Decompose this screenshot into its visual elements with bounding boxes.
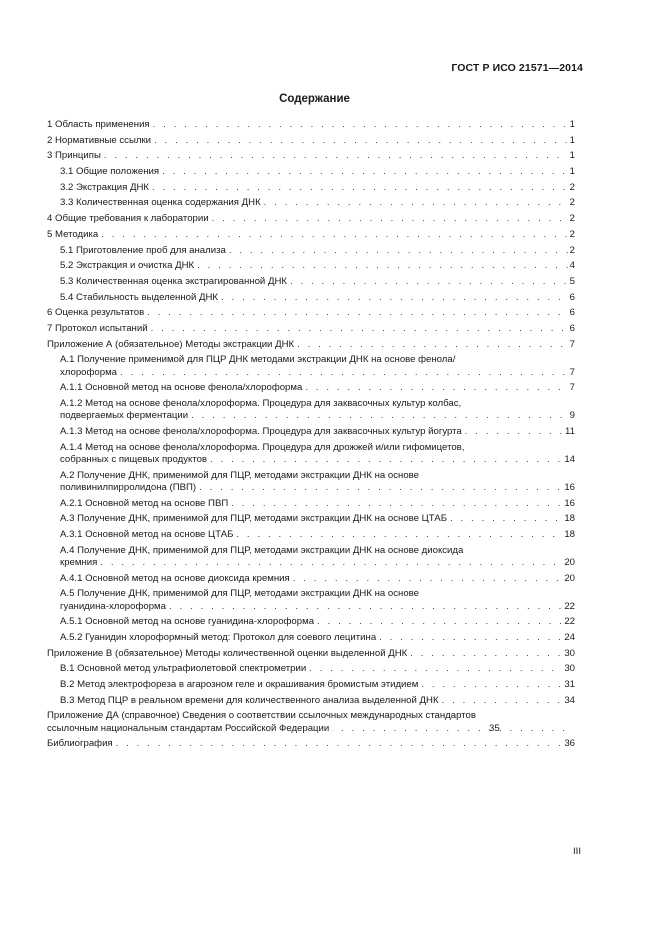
dot-leader — [290, 276, 568, 288]
toc-entry-text: 7 Протокол испытаний — [47, 322, 148, 334]
toc-page-number: 36 — [564, 738, 575, 750]
toc-entry[interactable]: Приложение ДА (справочное) Сведения о соответствии ссылочных международных стандартов ссылочным национальным стандартам Российской Федерации . . . 35 — [47, 710, 575, 735]
toc-page-number: 7 — [569, 366, 575, 378]
toc-page-number: 30 — [564, 663, 575, 675]
toc-page-number: 16 — [564, 481, 575, 493]
toc-entry-text: хлороформа — [60, 366, 118, 378]
toc-entry-text: В.2 Метод электрофореза в агарозном геле и окрашивания бромистым этидием — [60, 679, 419, 691]
toc-page-number: 11 — [565, 425, 575, 437]
toc-page-number: 1 — [569, 150, 575, 162]
dot-leader — [309, 663, 562, 675]
dot-leader — [379, 632, 562, 644]
toc-entry[interactable] — [47, 119, 575, 131]
dot-leader — [212, 213, 568, 225]
toc-entry[interactable] — [47, 663, 575, 675]
toc-page-number: 6 — [569, 291, 575, 303]
toc-entry[interactable] — [47, 573, 575, 585]
toc-entry-text: А.4.1 Основной метод на основе диоксида кремния — [60, 572, 290, 584]
toc-page-number: 34 — [564, 694, 575, 706]
toc-entry[interactable] — [47, 150, 575, 162]
toc-entry-text: 5 Методика — [47, 228, 99, 240]
toc-page-number: 20 — [564, 556, 575, 568]
toc-entry-text: А.3.1 Основной метод на основе ЦТАБ — [60, 529, 234, 540]
dot-leader — [236, 529, 562, 541]
toc-entry-text: собранных с пищевых продуктов — [60, 453, 208, 465]
toc-page-number: 18 — [564, 513, 575, 525]
toc-entry-text: 3.3 Количественная оценка содержания ДНК — [60, 197, 261, 209]
toc-entry-text: А.1.1 Основной метод на основе фенола/хлороформа — [60, 382, 303, 394]
toc-entry-text: А.1.3 Метод на основе фенола/хлороформа. Процедура для заквасочных культур йогурта — [60, 425, 462, 437]
toc-entry-text: 5.3 Количественная оценка экстрагированной ДНК — [60, 275, 287, 287]
toc-entry[interactable] — [47, 197, 575, 209]
toc-entry[interactable] — [47, 529, 575, 541]
toc-entry[interactable] — [47, 182, 575, 194]
toc-entry-text: Библиография — [47, 738, 113, 750]
toc-page-number: 4 — [569, 260, 575, 272]
toc-entry-text: А.1 Получение применимой для ПЦР ДНК методами экстракции ДНК на основе фенола/ — [60, 354, 456, 366]
toc-entry[interactable] — [47, 545, 575, 570]
dot-leader — [101, 229, 567, 241]
toc-page-number: 20 — [564, 572, 575, 584]
dot-leader — [442, 695, 563, 707]
dot-leader — [100, 557, 562, 569]
toc-entry-text: А.1.2 Метод на основе фенола/хлороформа. Процедура для заквасочных культур колбас, — [60, 397, 462, 409]
toc-entry[interactable] — [47, 738, 575, 750]
toc-entry[interactable] — [47, 695, 575, 707]
toc-page-number: 2 — [569, 181, 575, 193]
toc-entry-text: Приложение В (обязательное) Методы количественной оценки выделенной ДНК — [47, 647, 408, 659]
toc-entry-text: А.2 Получение ДНК, применимой для ПЦР, методами экстракции ДНК на основе — [60, 469, 420, 481]
toc-page-number: 1 — [569, 119, 575, 130]
toc-entry-text: 3.1 Общие положения — [60, 166, 160, 178]
toc-page-number: 6 — [569, 322, 575, 334]
toc-entry[interactable] — [47, 470, 575, 495]
toc-page-number: 22 — [564, 616, 575, 628]
toc-page-number: 5 — [569, 275, 575, 287]
dot-leader — [120, 367, 568, 379]
toc-entry[interactable] — [47, 513, 575, 525]
dot-leader — [199, 482, 562, 494]
dot-leader — [191, 410, 568, 422]
toc-entry[interactable] — [47, 498, 575, 510]
dot-leader — [116, 738, 563, 750]
toc-entry-text: А.1.4 Метод на основе фенола/хлороформа. Процедура для дрожжей и/или гифомицетов, — [60, 441, 465, 453]
toc-entry[interactable] — [47, 398, 575, 423]
dot-leader — [210, 454, 562, 466]
toc-entry-text: 1 Область применения — [47, 119, 150, 130]
dot-leader — [297, 339, 568, 351]
toc-page-number: 7 — [569, 382, 575, 394]
toc-page-number: 31 — [564, 679, 575, 691]
toc-page-number: 18 — [564, 529, 575, 540]
toc-entry-text: А.3 Получение ДНК, применимой для ПЦР, методами экстракции ДНК на основе ЦТАБ — [60, 513, 447, 525]
toc-entry-text: А.4 Получение ДНК, применимой для ПЦР, методами экстракции ДНК на основе диоксида — [60, 544, 464, 556]
toc-page-number: 9 — [569, 410, 575, 422]
toc-page-number: 16 — [564, 497, 575, 509]
dot-leader — [410, 648, 562, 660]
toc-entry[interactable] — [47, 354, 575, 379]
toc-page-number: 1 — [569, 134, 575, 146]
toc-entry-text: В.3 Метод ПЦР в реальном времени для количественного анализа выделенной ДНК — [60, 694, 439, 706]
toc-entry[interactable] — [47, 632, 575, 644]
toc-entry[interactable] — [47, 588, 575, 613]
toc-entry-text: гуанидина-хлороформа — [60, 600, 166, 612]
table-of-contents — [47, 119, 575, 754]
toc-entry-text: подвергаемых ферментации — [60, 410, 189, 422]
dot-leader — [169, 601, 562, 613]
toc-entry-text: 4 Общие требования к лаборатории — [47, 213, 209, 225]
toc-entry[interactable] — [47, 382, 575, 394]
toc-page-number: 14 — [564, 453, 575, 465]
dot-leader — [153, 119, 568, 131]
toc-entry[interactable] — [47, 213, 575, 225]
toc-page-number: 7 — [569, 338, 575, 350]
toc-entry[interactable] — [47, 323, 575, 335]
toc-entry[interactable] — [47, 616, 575, 628]
toc-entry-text: А.5 Получение ДНК, применимой для ПЦР, методами экстракции ДНК на основе — [60, 588, 420, 600]
toc-page-number: 2 — [569, 197, 575, 209]
page-title: Содержание — [279, 93, 350, 105]
toc-entry-text: 6 Оценка результатов — [47, 307, 145, 319]
toc-page-number: 22 — [564, 600, 575, 612]
toc-entry-text: Приложение ДА (справочное) Сведения о соответствии ссылочных международных стандартов — [47, 710, 476, 722]
dot-leader — [229, 245, 568, 257]
dot-leader — [264, 197, 568, 209]
toc-entry-text: 3 Принципы — [47, 150, 101, 162]
dot-leader — [154, 135, 568, 147]
toc-entry-text: 5.2 Экстракция и очистка ДНК — [60, 260, 195, 272]
toc-entry-text: А.5.2 Гуанидин хлороформный метод: Протокол для соевого лецитина — [60, 632, 377, 644]
toc-entry-text: 3.2 Экстракция ДНК — [60, 181, 149, 193]
dot-leader — [317, 616, 562, 628]
dot-leader — [293, 573, 563, 585]
toc-entry-text: кремния — [60, 556, 98, 568]
toc-entry[interactable] — [47, 426, 575, 438]
toc-entry[interactable] — [47, 648, 575, 660]
dot-leader — [465, 426, 563, 438]
dot-leader — [162, 166, 568, 178]
document-code: ГОСТ Р ИСО 21571—2014 — [451, 62, 583, 74]
toc-entry-text: 2 Нормативные ссылки — [47, 134, 152, 146]
toc-entry[interactable] — [47, 260, 575, 272]
toc-entry[interactable] — [47, 135, 575, 147]
dot-leader — [147, 307, 567, 319]
toc-entry-text: Приложение А (обязательное) Методы экстракции ДНК — [47, 338, 295, 350]
toc-page-number: 24 — [564, 632, 575, 644]
dot-leader — [197, 260, 568, 272]
toc-entry[interactable] — [47, 276, 575, 288]
toc-entry-text: поливинилпирролидона (ПВП) — [60, 481, 197, 493]
toc-entry[interactable] — [47, 229, 575, 241]
dot-leader — [151, 323, 568, 335]
toc-entry-text: В.1 Основной метод ультрафиолетовой спектрометрии — [60, 663, 307, 675]
toc-entry-text: А.5.1 Основной метод на основе гуанидина-хлороформа — [60, 616, 315, 628]
dot-leader — [104, 150, 568, 162]
toc-entry[interactable] — [47, 166, 575, 178]
toc-entry-text: ссылочным национальным стандартам Российской Федерации — [47, 722, 330, 734]
toc-entry[interactable] — [47, 679, 575, 691]
toc-entry[interactable] — [47, 292, 575, 304]
toc-entry-text: А.2.1 Основной метод на основе ПВП — [60, 497, 229, 509]
dot-leader — [332, 723, 573, 735]
dot-leader — [450, 513, 562, 525]
toc-entry-text: 5.1 Приготовление проб для анализа — [60, 244, 226, 256]
toc-entry[interactable] — [47, 307, 575, 319]
dot-leader — [305, 382, 567, 394]
page-number: III — [573, 846, 581, 857]
toc-entry-text: 5.4 Стабильность выделенной ДНК — [60, 291, 219, 303]
dot-leader — [152, 182, 568, 194]
toc-entry[interactable] — [47, 245, 575, 257]
dot-leader — [221, 292, 568, 304]
toc-page-number: 6 — [569, 307, 575, 319]
toc-entry[interactable] — [47, 339, 575, 351]
toc-page-number: 2 — [569, 213, 575, 225]
dot-leader — [231, 498, 562, 510]
toc-entry[interactable] — [47, 442, 575, 467]
dot-leader — [421, 679, 562, 691]
toc-page-number: 2 — [569, 244, 575, 256]
toc-page-number: 2 — [569, 228, 575, 240]
toc-page-number: 30 — [564, 647, 575, 659]
toc-page-number: 1 — [569, 166, 575, 178]
